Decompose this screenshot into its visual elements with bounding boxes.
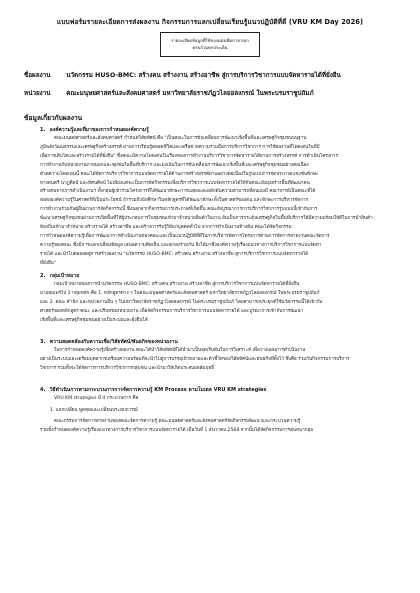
item-heading-text: ความสอดคล้องกับความเชื่อ/วิสัยทัศน์/พันธกิจของหน่วยงาน <box>49 339 178 345</box>
unit-row <box>24 88 314 98</box>
text-line: ความรู้ของคณะ ซึ่งมีการแลกเปลี่ยนข้อมูล เสนอความคิดเห็น และตกลงร่วมกัน จึงได้มาซึ่งองค์ความรู้เรื่องแนวทางการบริการวิชาการแบบจัดหา <box>40 242 322 248</box>
form-title: แบบฟอร์มรายละเอียดการส่งผลงาน กิจกรรมการแลกเปลี่ยนเรียนรู้แนวปฏิบัติที่ดี (VRU KM Day 2026) <box>56 18 364 26</box>
sub-item-1: 1. แลกเปลี่ยน พูดคุยและเปลี่ยนประสบการณ์ <box>50 408 138 413</box>
text-line: การทำงานร่วมกันผู้อื่นผ่านการจัดกิจกรรมนี้ ซึ่งนอกจากกิจกรรมการประกวดที่เกิดขึ้น คณะยังบูรณาการการบริการวิชาการรูปแบบนี้เข้ากับการ <box>40 207 318 213</box>
work-name-value: นวัตกรรม HUSO-BMC: สร้างคน สร้างงาน สร้างอาชีพ สู่การบริการวิชาการแบบจัดหารายได้ที่ยั่งยืน <box>66 72 341 79</box>
text-line: การทำงานกับหน่วยงานภายนอกและชุมชนในพื้นที่บริการ และมุ่งเน้นในการขับเคลื่อนการพัฒนาเชิงพื้นที่และเศรษฐกิจชุมชนอย่างต่อเนื่อง <box>40 162 309 168</box>
note-line-1: รายละเอียดข้อมูลที่ใช้ของแต่งเพื่อการกรอก <box>171 38 249 43</box>
note-line-2: ครบถ้วนทุกประเด็น <box>192 45 228 50</box>
item-2-heading <box>40 272 79 280</box>
text-line: การกำหนดองค์ความรู้เพื่อการพัฒนาการดำเนินงานของคณะและเป็นแนวปฏิบัติที่ดีในการบริหารจัดการโครงการด้านการจัดการสายงานคณะจัดการ <box>40 233 330 239</box>
text-line: กลุ่มเป้าหมายของการนำนวัตกรรม HUSO-BMC: สร้างคน สร้างงาน สร้างอาชีพ สู่การบริการวิชาการแบบจัดหารายได้ที่ยั่งยืน <box>54 282 300 287</box>
text-line: VRU KM strategies มี 4 กระบวนการ คือ <box>54 396 139 401</box>
item-number: 1. <box>40 127 46 133</box>
text-line: คณะกรรมการจัดการสายงานของคณะจัดการความรู้ คณะมนุษยศาสตร์และสังคมศาสตร์จัดกิจกรรมพัฒนาและกระบวนความรู้ <box>54 419 301 424</box>
item-4-heading <box>40 386 266 394</box>
unit-label: หน่วยงาน <box>24 90 51 97</box>
item-1-heading <box>40 126 149 134</box>
text-line: เพื่อการเติบโตและสร้างรายได้ที่ยั่งยืน" ซึ่งคณะมีความโดดเด่นในเรื่องของการทำงานบริการวิชาการจัดหารายได้ผ่านการสร้างสรรค์ การดำเนินโครงการ <box>40 153 338 159</box>
item-1-body <box>40 135 396 269</box>
item-4-continued <box>40 418 396 436</box>
section-title: ข้อมูลเกี่ยวกับผลงาน <box>24 114 83 122</box>
text-line: มาเผยแพร่ไป 2 กลุ่มหลัก คือ 1. หลักสูตรต่าง ๆ ในคณะมนุษยศาสตร์และสังคมศาสตร์ มหาวิทยาลัยราชภัฏวไลยอลงกรณ์ ในพระบรมราชูปถัมภ์ <box>40 290 320 296</box>
text-line: ทางดนตรี นาฏศิลป์ และทัศนศิลป์ ไม่เพียงแต่จะเป็นการจัดกิจกรรมเพื่อบริการวิชาการแบบจัดหารายได้ให้กับคณะยังมุ่งสร้างพื้นที่พัฒนาคน <box>40 180 310 186</box>
item-3-body <box>40 347 396 374</box>
text-line: ท้องถิ่นเข้ามาจำหน่าย สร้างรายได้ สร้างอาชีพ และสร้างการรับรู้ให้แก่บุคคลทั่วไป จากการดำเนินงานข้างต้น คณะได้จัดกิจกรรม <box>40 225 292 231</box>
text-line: รวมทั้งกำหนดองค์ความรู้เรื่องแนวทางการบริการวิชาการแบบจัดหารายได้ เมื่อวันที่ 1 ธันวาคม 2568 จากนั้นได้จัดกิจกรรมการสนทนากลุ่ม <box>40 427 314 433</box>
item-2-body <box>40 281 396 326</box>
item-heading-text: วิธีดำเนินการตามกระบวนการการจัดการความรู้ KM Process ตามโมเดล VRU KM strategies <box>49 387 267 393</box>
text-line: ตัวตความโดดเด่นนี้ คณะได้จัดการบริการวิชาการแบบจัดหารายได้ด้านการสร้างสรรค์ผ่านอย่างต่อเนื่องในรูปแบบการจัดประกวดแข่งขันทักษะ <box>40 171 319 177</box>
text-line: ที่ยั่งยืน" <box>40 260 56 266</box>
item-heading-text: กลุ่มเป้าหมาย <box>49 273 80 279</box>
work-name-row <box>24 70 341 80</box>
item-number: 2. <box>40 273 46 279</box>
text-line: เชิงพื้นที่และเศรษฐกิจชุมชนอย่างเป็นระบบและยั่งยืนได้ <box>40 317 148 323</box>
item-number: 3. <box>40 339 46 345</box>
text-line: และ 2. คณะ สำนัก และหน่วยงานอื่น ๆ ในมหาวิทยาลัยราชภัฏวไลยอลงกรณ์ ในพระบรมราชูปถัมภ์ โดยสามารถประยุกต์ใช้นวัตกรรมนี้ได้เข้ากับ <box>40 299 323 305</box>
text-line: ศาสตร์ของหลักสูตร คณะ และบริบทของหน่วยงาน เพื่อจัดกิจกรรมการบริการวิชาการแบบจัดหารายได้ และบูรณาการเข้ากับการพัฒนา <box>40 308 304 314</box>
text-line: คณะมนุษยศาสตร์และสังคมศาสตร์ กำหนดวิสัยทัศน์ คือ "เป็นคณะในการขับเคลื่อนการพัฒนาเชิงพื้นที่และเศรษฐกิจชุมชนบนฐาน <box>54 136 307 141</box>
unit-value: คณะมนุษยศาสตร์และสังคมศาสตร์ มหาวิทยาลัยราชภัฏวไลยอลงกรณ์ ในพระบรมราชูปถัมภ์ <box>66 90 314 97</box>
item-heading-text: องค์ความรู้และที่มาของการกำหนดองค์ความรู้ <box>49 127 149 133</box>
instruction-note-box <box>160 32 260 57</box>
text-line: ส่งต่อองค์ความรู้ในศาสตร์ที่เป็นประโยชน์ ถ้ารวมถึงนักศึกษาในหลักสูตรที่ได้พัฒนาทักษะทั้งในศาสตร์ของตน และทักษะการบริหารจัดการ <box>40 198 309 204</box>
text-line: อย่างเป็นระบบและเตรียมบุคลากรเตรียมความพร้อมที่จะนำไปสู่การบรรลุเป้าหมายและตัวชี้วัดของวิสัยทัศน์และพันธกิจที่ตั้งไว้ ซึ่งคือ ร่วมกันกิจกรรมการบริการ <box>40 356 350 362</box>
text-line: วิชาการ รวมทั้งจะได้จัดการการบริการวิชาการกลุ่มชน และนำมาให้เกิดประสบผลสัมฤทธิ์ <box>40 365 215 371</box>
text-line: ในการกำหนดองค์ความรู้เพื่อสร้างผลงาน คณะได้นำวิสัยทัศน์ที่ได้นำมาเป็นจุดเริ่มต้นในการวิเคราะห์ เพื่อวางแผนการดำเนินงาน <box>54 348 306 353</box>
item-number: 4. <box>40 387 46 393</box>
work-name-label: ชื่อผลงาน <box>24 72 51 79</box>
item-4-body <box>40 395 396 404</box>
text-line: พัฒนาเศรษฐกิจชุมชนผ่านการเปิดพื้นที่ให้ผู้ประกอบการในชุมชนเข้ามาจำหน่ายสินค้าในงาน อันเป็นการกระตุ้นเศรษฐกิจในพื้นที่บริการให้มีความพร้อมให้ดีในการนำสินค้า <box>40 216 373 222</box>
item-3-heading <box>40 338 178 346</box>
text-line: ภูมิพลังวัฒนธรรมและเศรษฐกิจสร้างสรรค์ ผ่านการเรียนรู้ตลอดชีวิตและเครือข่ายความร่วมมือการบริการวิชาการ การใช้ผลงานที่โดดเด่นในที่มี <box>40 144 320 150</box>
text-line: สร้างคนจากการดำเนินงานฯ ทั้งกลุ่มผู้เข้าร่วมโครงการที่ได้พัฒนาทักษะการแสดงและผลักดันความสามารถที่ตนเองมี คณาจารย์เป็นคณะที่ได้ <box>40 189 316 195</box>
text-line: รายได้ และนำไปต่อยอดสู่การสร้างผลงาน "นวัตกรรม HUSO-BMC: สร้างคน สร้างงาน สร้างอาชีพ สู่การบริการวิชาการแบบจัดหารายได้ <box>40 251 309 257</box>
